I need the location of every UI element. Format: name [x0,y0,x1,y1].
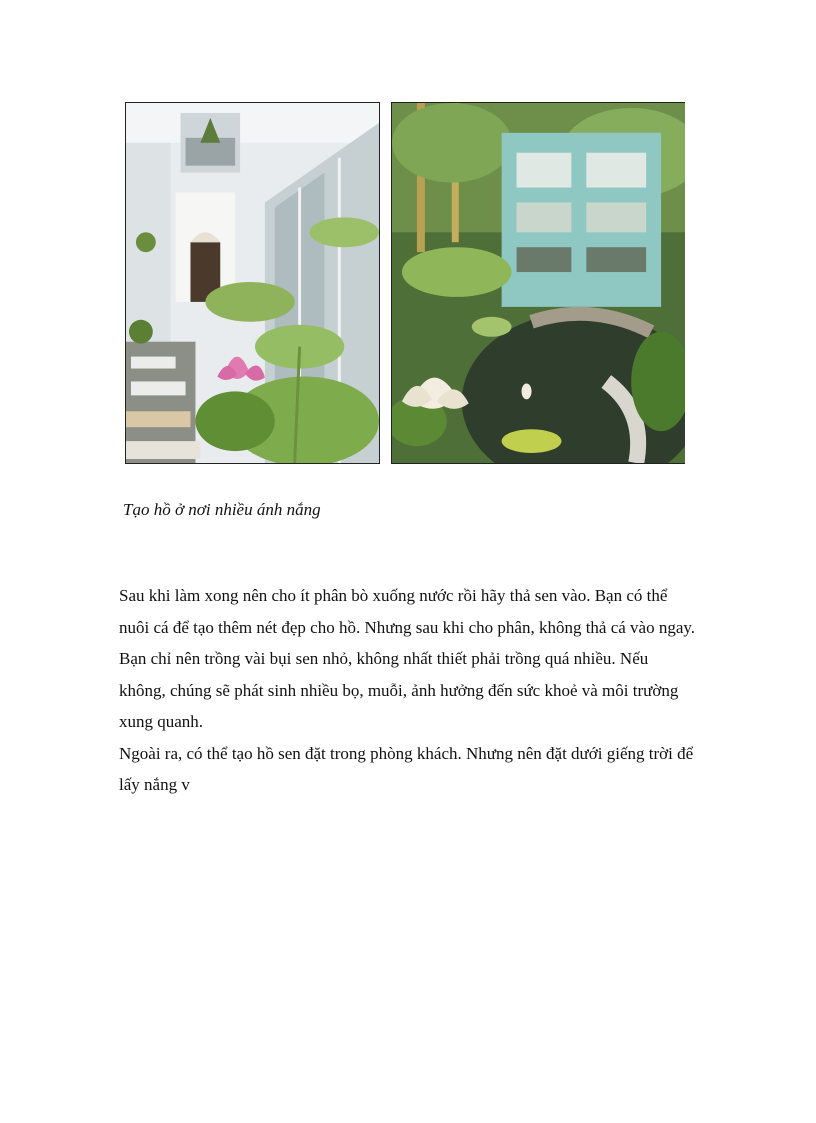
figure-caption: Tạo hồ ở nơi nhiều ánh nắng [123,500,321,519]
body-text [119,580,699,801]
paragraph: Sau khi làm xong nên cho ít phân bò xuống nước rồi hãy thả sen vào. Bạn có thể nuôi cá để tạo thêm nét đẹp cho hồ. Nhưng sau khi cho phân, không thả cá vào ngay. Bạn chỉ nên trồng vài bụi sen nhỏ, không nhất thiết phải trồng quá nhiều. Nếu không, chúng sẽ phát sinh nhiều bọ, muỗi, ảnh hưởng đến sức khoẻ và môi trường xung quanh. [119,586,696,731]
courtyard-lotus-walkway-photo [125,102,380,464]
lotus-pond-garden-photo [391,102,685,464]
paragraph: Ngoài ra, có thể tạo hồ sen đặt trong phòng khách. Nhưng nên đặt dưới giếng trời để lấy nắng v [119,743,694,794]
